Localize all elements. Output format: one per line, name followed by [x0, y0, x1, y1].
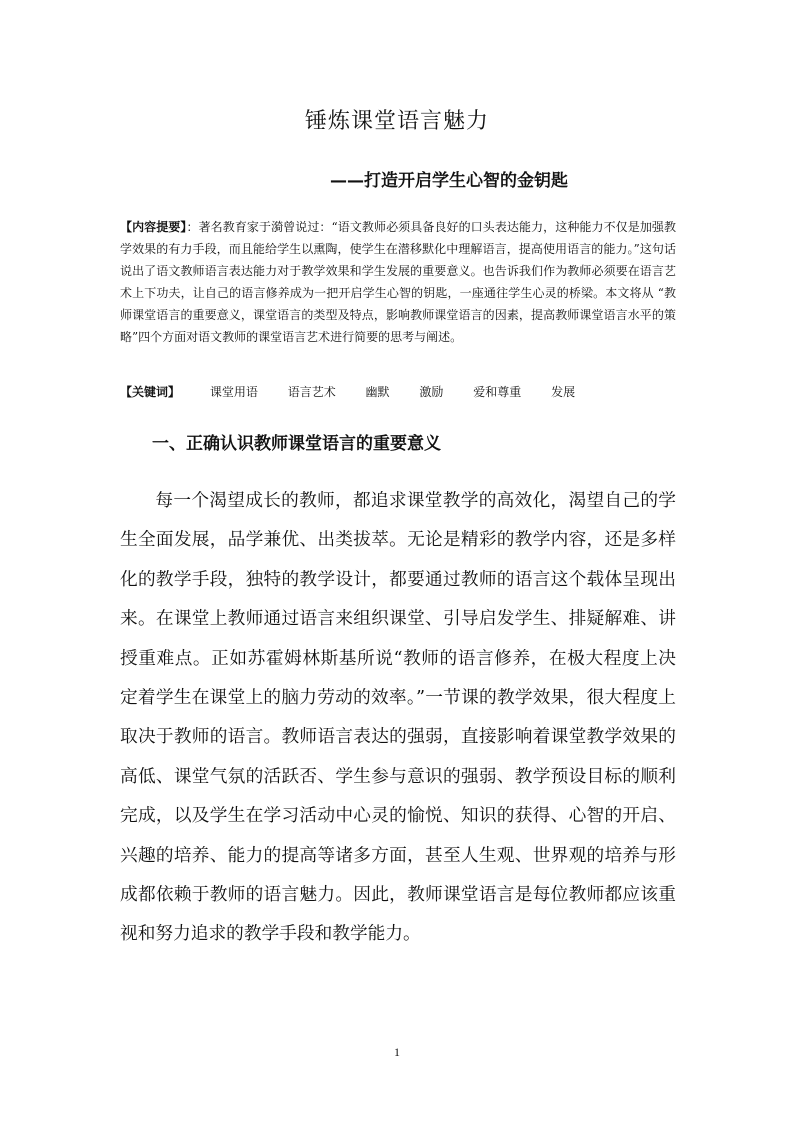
body-paragraph: 每一个渴望成长的教师，都追求课堂教学的高效化，渴望自己的学生全面发展，品学兼优、出类拔萃。无论是精彩的教学内容，还是多样化的教学手段，独特的教学设计，都要通过教师的语言这个载体呈现出来。在课堂上教师通过语言来组织课堂、引导启发学生、排疑解难、讲授重难点。正如苏霍姆林斯基所说“教师的语言修养，在极大程度上决定着学生在课堂上的脑力劳动的效率。”一节课的教学效果，很大程度上取决于教师的语言。教师语言表达的强弱，直接影响着课堂教学效果的高低、课堂气氛的活跃否、学生参与意识的强弱、教学预设目标的顺利完成，以及学生在学习活动中心灵的愉悦、知识的获得、心智的开启、兴趣的培养、能力的提高等诸多方面，甚至人生观、世界观的培养与形成都依赖于教师的语言魅力。因此，教师课堂语言是每位教师都应该重视和努力追求的教学手段和教学能力。 [120, 491, 676, 945]
keyword: 激励 [419, 385, 444, 399]
keyword: 语言艺术 [287, 385, 336, 399]
abstract-label: 【内容提要】 [120, 220, 187, 234]
document-title: 锤炼课堂语言魅力 [304, 109, 489, 134]
keyword: 发展 [551, 385, 576, 399]
abstract [120, 216, 676, 348]
keyword: 幽默 [365, 385, 390, 399]
keyword: 课堂用语 [209, 385, 258, 399]
keywords [120, 383, 676, 400]
document-subtitle: ——打造开启学生心智的金钥匙 [330, 171, 568, 191]
keyword: 爱和尊重 [473, 385, 522, 399]
section-heading: 一、正确认识教师课堂语言的重要意义 [152, 434, 441, 454]
keywords-label: 【关键词】 [120, 385, 181, 399]
abstract-text: ：著名教育家于漪曾说过：“语文教师必须具备良好的口头表达能力，这种能力不仅是加强教学效果的有力手段，而且能给学生以熏陶，使学生在潜移默化中理解语言，提高使用语言的能力。”这句话说出了语文教师语言表达能力对于教学效果和学生发展的重要意义。也告诉我们作为教师必须要在语言艺术上下功夫，让自己的语言修养成为一把开启学生心智的钥匙，一座通往学生心灵的桥梁。本文将从 “教师课堂语言的重要意义，课堂语言的类型及特点，影响教师课堂语言的因素，提高教师课堂语言水平的策略”四个方面对语文教师的课堂语言艺术进行简要的思考与阐述。 [120, 220, 676, 344]
page-number: 1 [394, 1045, 400, 1059]
